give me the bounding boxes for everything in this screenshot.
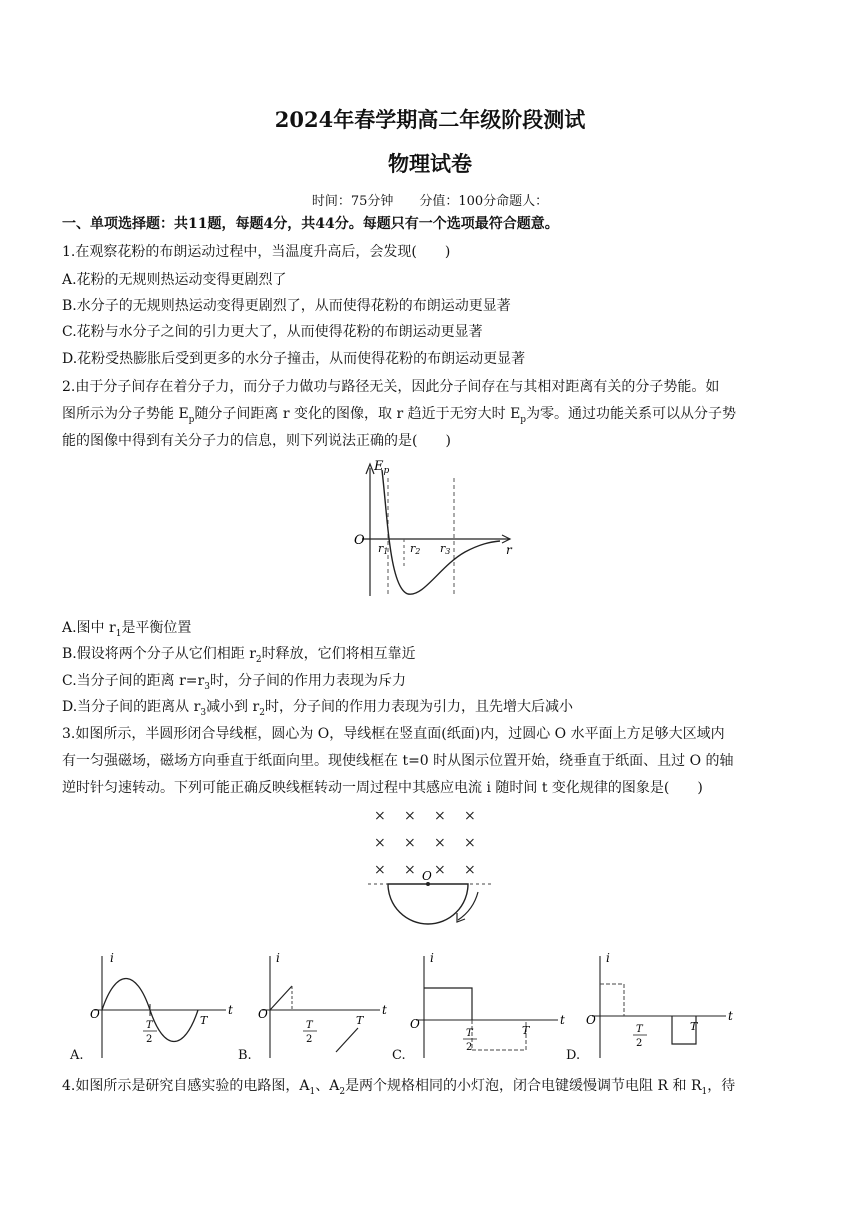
svg-text:O: O — [586, 1013, 596, 1027]
svg-text:T: T — [200, 1014, 208, 1027]
svg-text:×: × — [434, 835, 446, 851]
svg-text:T: T — [356, 1014, 364, 1027]
graph-a — [90, 951, 233, 1058]
q2-option-b: B.假设将两个分子从它们相距 $r_2$时释放，它们将相互靠近 — [62, 646, 416, 665]
svg-text:×: × — [374, 808, 386, 824]
graph-r1-label: r1 — [378, 542, 389, 556]
svg-text:×: × — [404, 835, 416, 851]
svg-text:2: 2 — [306, 1034, 313, 1045]
q2-stem-line1: 2.由于分子间存在着分子力，而分子力做功与路径无关，因此分子间存在与其相对距离有关的分子势能。如 — [62, 379, 720, 395]
q3-option-graphs — [60, 948, 780, 1068]
graph-d — [586, 951, 733, 1058]
graph-r3-label: r3 — [440, 542, 451, 556]
svg-text:×: × — [374, 862, 386, 878]
svg-text:×: × — [434, 862, 446, 878]
q2-option-d: D.当分子间的距离从 $r_3$减小到 $r_2$时，分子间的作用力表现为引力，且先增大后减小 — [62, 699, 573, 718]
q3-stem-line1: 3.如图所示，半圆形闭合导线框，圆心为 O，导线框在竖直面(纸面)内，过圆心 O 水平面上方足够大区域内 — [62, 726, 725, 742]
svg-text:×: × — [434, 808, 446, 824]
q3-option-d-label: D. — [566, 1048, 581, 1063]
graph-r2-label: r2 — [410, 542, 421, 556]
svg-text:2: 2 — [466, 1042, 473, 1053]
exam-subtitle: 物理试卷 — [388, 151, 472, 176]
q4-stem: 4.如图所示是研究自感实验的电路图，$A_1$、$A_2$是两个规格相同的小灯泡，闭合电键缓慢调节电阻 R 和 $R_1$，待 — [62, 1078, 736, 1097]
q3-option-c-label: C. — [392, 1048, 406, 1063]
svg-text:2: 2 — [146, 1034, 153, 1045]
q2-potential-energy-graph — [340, 456, 520, 608]
svg-text:t: t — [382, 1003, 387, 1017]
svg-text:t: t — [728, 1009, 733, 1023]
q1-option-b: B.水分子的无规则热运动变得更剧烈了，从而使得花粉的布朗运动更显著 — [62, 298, 511, 314]
center-o-label: O — [422, 869, 432, 883]
svg-text:T: T — [636, 1024, 643, 1035]
graph-origin-label: O — [354, 533, 365, 548]
svg-text:t: t — [228, 1003, 233, 1017]
svg-text:T: T — [306, 1020, 313, 1031]
q3-stem-line3: 逆时针匀速转动。下列可能正确反映线框转动一周过程中其感应电流 i 随时间 t 变化规律的图象是( ) — [62, 780, 703, 796]
svg-text:i: i — [430, 951, 434, 965]
svg-text:×: × — [464, 862, 476, 878]
section-heading: 一、单项选择题：共11题，每题4分，共44分。每题只有一个选项最符合题意。 — [62, 216, 559, 232]
svg-text:T: T — [466, 1028, 473, 1039]
svg-text:O: O — [410, 1017, 420, 1031]
svg-text:×: × — [404, 862, 416, 878]
svg-text:2: 2 — [636, 1038, 643, 1049]
q2-option-c: C.当分子间的距离 $r=r_3$时，分子间的作用力表现为斥力 — [62, 673, 406, 692]
graph-x-label: r — [506, 543, 512, 557]
q2-stem-line2: 图所示为分子势能 $E_p$随分子间距离 r 变化的图像，取 r 趋近于无穷大时 $E_p$为零。通过功能关系可以从分子势 — [62, 406, 737, 425]
svg-text:×: × — [404, 808, 416, 824]
q2-stem-line3: 能的图像中得到有关分子力的信息，则下列说法正确的是( ) — [62, 433, 451, 449]
svg-text:i: i — [606, 951, 610, 965]
graph-y-label: $E_p$ — [374, 459, 390, 476]
q3-option-a-label: A. — [70, 1048, 84, 1063]
svg-text:O: O — [258, 1007, 268, 1021]
svg-text:T: T — [690, 1020, 698, 1033]
q1-option-c: C.花粉与水分子之间的引力更大了，从而使得花粉的布朗运动更显著 — [62, 324, 483, 340]
svg-text:O: O — [90, 1007, 100, 1021]
q3-field-diagram — [360, 804, 500, 934]
svg-text:×: × — [464, 835, 476, 851]
graph-b — [258, 951, 387, 1058]
exam-meta: 时间：75分钟 分值：100分命题人： — [311, 194, 549, 209]
svg-text:T: T — [522, 1024, 530, 1037]
svg-text:×: × — [374, 835, 386, 851]
exam-title: 2024年春学期高二年级阶段测试 — [274, 107, 586, 132]
svg-text:i: i — [276, 951, 280, 965]
q1-option-d: D.花粉受热膨胀后受到更多的水分子撞击，从而使得花粉的布朗运动更显著 — [62, 351, 526, 367]
q2-option-a: A.图中 $r_1$是平衡位置 — [62, 620, 192, 639]
q1-option-a: A.花粉的无规则热运动变得更剧烈了 — [62, 272, 287, 288]
q3-stem-line2: 有一匀强磁场，磁场方向垂直于纸面向里。现使线框在 t=0 时从图示位置开始，绕垂直于纸面、且过 O 的轴 — [62, 753, 734, 769]
q1-stem: 1.在观察花粉的布朗运动过程中，当温度升高后，会发现( ) — [62, 244, 451, 260]
svg-text:×: × — [464, 808, 476, 824]
svg-text:i: i — [110, 951, 114, 965]
magnetic-field-crosses — [374, 808, 476, 878]
svg-text:t: t — [560, 1013, 565, 1027]
svg-text:T: T — [146, 1020, 153, 1031]
graph-c — [410, 951, 565, 1058]
q3-option-b-label: B. — [238, 1048, 252, 1063]
